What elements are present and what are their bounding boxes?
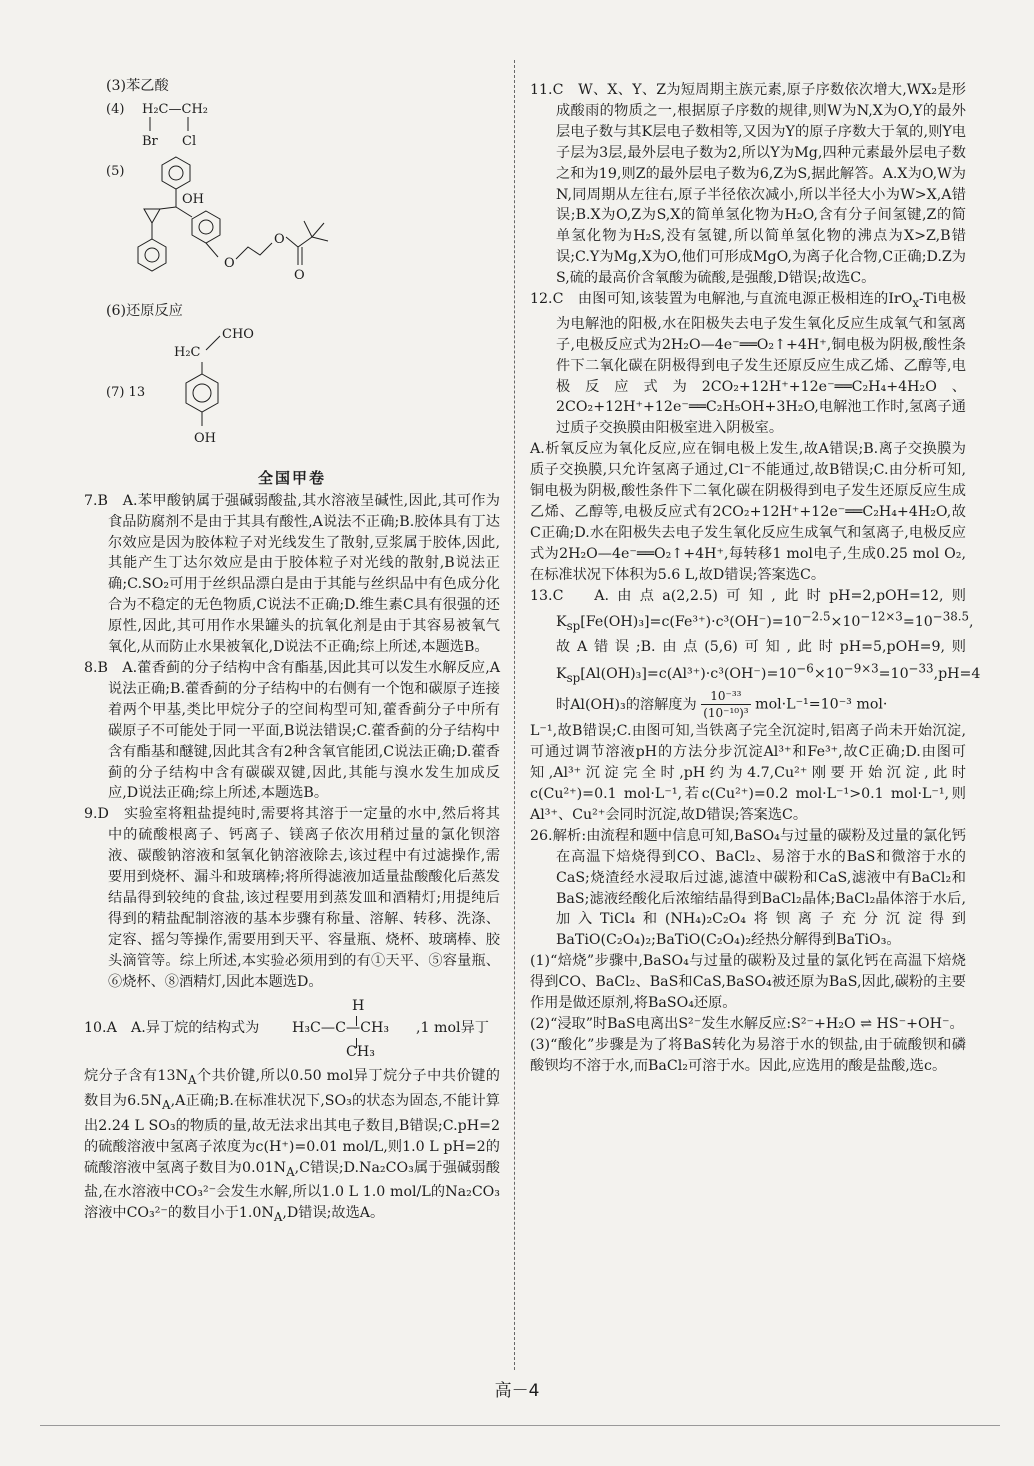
aromatic-circle (145, 248, 159, 262)
phenyl-ring-top (162, 157, 190, 189)
ester-chain (286, 237, 312, 247)
question-13-body: 13.C A.由点a(2,2.5)可知,此时pH=2,pOH=12,则$K_{sp}[Fe(OH)_3]=c(Fe^{3+})\cdot c^3(OH^-)=10^{-2.5}\times 10^{-12\times 3}=10^{-38.5}$,故A错误;B.由点(5,6)可知,此时pH=5,pOH=9,则$K_{sp}[Al(OH)_3]=c(Al^{3+})\cdot c^3(OH^-)=10^{-6}\times 10^{-9\times 3}=10^{-33},pH=4$时Al(OH)₃的溶解度为 (530, 587, 981, 713)
aromatic-circle (193, 384, 211, 402)
cyclopropane-ring (144, 209, 160, 223)
answer-5-structure (84, 151, 500, 301)
right-column (530, 80, 981, 1077)
fraction-numerator: 10⁻³³ (701, 688, 750, 705)
answer-5-o1: O (224, 255, 235, 271)
answer-5-o2: O (274, 231, 285, 247)
question-13-after: mol·L⁻¹=10⁻³ mol· (755, 696, 888, 713)
answer-5-label: (5) (106, 163, 125, 179)
answer-5-svg (84, 151, 384, 301)
bond (176, 207, 192, 217)
left-column (84, 76, 500, 1228)
q10-ch3: CH₃ (346, 1044, 375, 1061)
question-11: 11.C W、X、Y、Z为短周期主族元素,原子序数依次增大,WX₂是形成酸雨的物质之一,根据原子序数的规律,则W为N,X为O,Y的最外层电子数与其K层电子数相等,又因为Y的原子序数大于氧的,则Y电子层为3层,最外层电子数为2,所以Y为Mg,四种元素最外层电子数之和为19,则Z的最外层电子数为6,Z为S,据此解答。A.X为O,W为N,同周期从左往右,原子半径依次减小,所以半径大小为W>X,A错误;B.X为O,Z为S,X的简单氢化物为H₂O,含有分子间氢键,Z的简单氢化物为H₂S,没有氢键,所以简单氢化物的沸点为X>Z,B错误;C.Y为Mg,X为O,他们可形成MgO,为离子化合物,C正确;D.Z为S,硫的最高价含氧酸为硫酸,是强酸,D错误;故选C。 (530, 82, 966, 287)
page-number: 高－4 (494, 1381, 540, 1401)
answer-7-oh: OH (194, 430, 216, 446)
q10-h: H (352, 998, 365, 1015)
question-26-part-1: (1)“焙烧”步骤中,BaSO₄与过量的碳粉及过量的氯化钙在高温下焙烧得到CO、BaCl₂、BaS和CaS,BaSO₄被还原为BaS,因此,碳粉的主要作用是做还原剂,将BaSO₄还原。 (530, 953, 966, 1012)
question-26-part-3: (3)“酸化”步骤是为了将BaS转化为易溶于水的钡盐,由于硫酸钡和磷酸钡均不溶于水,而BaCl₂可溶于水。因此,应选用的酸是盐酸,选c。 (530, 1036, 966, 1074)
column-divider (514, 60, 515, 1370)
answer-6-7-structure (84, 322, 500, 462)
bond (304, 221, 312, 237)
question-8: 8.B A.藿香蓟的分子结构中含有酯基,因此其可以发生水解反应,A说法正确;B.藿香蓟的分子结构中的右侧有一个饱和碳原子连接着两个甲基,类比甲烷分子的空间构型可知,藿香蓟分子中所有碳原子不可能处于同一平面,B说法错误;C.藿香蓟的分子结构中含有酯基和醚键,因此其含有2种含氧官能团,C说法正确;D.藿香蓟的分子结构中含有碳碳双键,因此,其能与溴水发生加成反应,D说法正确;综上所述,本题选B。 (84, 659, 500, 802)
aromatic-circle (169, 166, 183, 180)
answer-4-cl: Cl (182, 133, 197, 149)
bottom-rule (40, 1425, 1000, 1426)
phenyl-ring-bottom (138, 239, 166, 271)
answer-5-oh: OH (182, 191, 204, 207)
fraction (701, 688, 750, 721)
answer-7-label: (7) 13 (106, 384, 146, 400)
phenol-ring (186, 374, 218, 412)
answer-4-br: Br (142, 133, 158, 149)
chain (236, 243, 272, 259)
answer-6-cho: CHO (222, 326, 254, 342)
aromatic-circle (199, 220, 213, 234)
q10-mid: H₃C—C—CH₃ (292, 1020, 390, 1037)
bond (160, 207, 176, 209)
question-26-part-2: (2)“浸取”时BaS电离出S²⁻发生水解反应:S²⁻+H₂O ⇌ HS⁻+OH⁻。 (530, 1016, 964, 1033)
answer-6: (6)还原反应 (106, 302, 183, 319)
bond (312, 223, 324, 237)
answer-5-o3: O (294, 267, 305, 283)
phenyl-ring-right (192, 211, 220, 243)
answer-4-top: H₂C—CH₂ (142, 101, 208, 117)
question-12-analysis: A.析氧反应为氧化反应,应在铜电极上发生,故A错误;B.离子交换膜为质子交换膜,只允许氢离子通过,Cl⁻不能通过,故B错误;C.由分析可知,铜电极为阴极,酸性条件下二氧化碳在阴极得到电子发生还原反应生成乙烯、乙醇等,电极反应式有2CO₂+12H⁺+12e⁻══C₂H₄+4H₂O,故C正确;D.水在阳极失去电子发生氧化反应生成氧气和氢离子,电极反应式为2H₂O—4e⁻══O₂↑+4H⁺,每转移1 mol电子,生成0.25 mol O₂,在标准状况下体积为5.6 L,故D错误;答案选C。 (530, 441, 966, 583)
question-10-body: 烷分子含有$13N_A$个共价键,所以0.50 mol异丁烷分子中共价键的数目为$6.5N_A,A$正确;B.在标准状况下,SO₃的状态为固态,不能计算出2.24 L SO₃的物质的量,故无法求出其电子数目,B错误;C.pH=2的硫酸溶液中氢离子浓度为c(H⁺)=0.01 mol/L,则1.0 L pH=2的硫酸溶液中氢离子数目为$0.01N_A,C$错误;D.Na₂CO₃属于强碱弱酸盐,在水溶液中CO₃²⁻会发生水解,所以1.0 L 1.0 mol/L的Na₂CO₃溶液中CO₃²⁻的数目小于$1.0N_A,D$错误;故选A。 (84, 1068, 500, 1225)
question-26: 26.解析:由流程和题中信息可知,BaSO₄与过量的碳粉及过量的氯化钙在高温下焙烧得到CO、BaCl₂、易溶于水的BaS和微溶于水的CaS;烧渣经水浸取后过滤,滤渣中碳粉和CaS,滤液中有BaCl₂和BaS;滤液经酸化后浓缩结晶得到BaCl₂晶体;BaCl₂晶体溶于水后,加入TiCl₄和(NH₄)₂C₂O₄将钡离子充分沉淀得到BaTiO(C₂O₄)₂;BaTiO(C₂O₄)₂经热分解得到BaTiO₃。 (530, 827, 966, 949)
answer-6-7-svg (84, 322, 384, 462)
bond (206, 336, 220, 350)
bond (312, 237, 328, 241)
fraction-denominator: (10⁻¹⁰)³ (703, 706, 749, 721)
q10-suffix: ,1 mol异丁 (416, 1020, 489, 1037)
answer-4-svg (84, 97, 384, 151)
question-10-formula-line (84, 996, 500, 1060)
question-13-continued: L⁻¹,故B错误;C.由图可知,当铁离子完全沉淀时,铝离子尚未开始沉淀,可通过调节溶液pH的方法分步沉淀Al³⁺和Fe³⁺,故C正确;D.由图可知,Al³⁺沉淀完全时,pH约为4.7,Cu²⁺刚要开始沉淀,此时c(Cu²⁺)=0.1 mol·L⁻¹,若c(Cu²⁺)=0.2 mol·L⁻¹>0.1 mol·L⁻¹,则Al³⁺、Cu²⁺会同时沉淀,故D错误;答案选C。 (530, 723, 966, 823)
question-13 (530, 586, 981, 722)
question-7: 7.B A.苯甲酸钠属于强碱弱酸盐,其水溶液呈碱性,因此,其可作为食品防腐剂不是由于其具有酸性,A说法不正确;B.胶体具有丁达尔效应是因为胶体粒子对光线发生了散射,豆浆属于胶体,因此,其能产生丁达尔效应是由于胶体粒子对光线的散射,B说法正确;C.SO₂可用于丝织品漂白是由于其能与丝织品中有色成分化合为不稳定的无色物质,C说法不正确;D.维生素C具有很强的还原性,因此,其可用作水果罐头的抗氧化剂是由于其容易被氧气氧化,从而防止水果被氧化,D说法不正确;综上所述,本题选B。 (84, 492, 500, 656)
q10-prefix: 10.A A.异丁烷的结构式为 (84, 1020, 260, 1037)
section-title: 全国甲卷 (257, 468, 326, 487)
bond (206, 243, 218, 257)
question-12: 12.C 由图可知,该装置为电解池,与直流电源正极相连的IrO$_x$-Ti电极为电解池的阳极,水在阳极失去电子发生氧化反应生成氧气和氢离子,电极反应式为2H₂O—4e⁻══O₂↑+4H⁺,铜电极为阴极,酸性条件下二氧化碳在阴极得到电子发生还原反应生成乙烯、乙醇等,电极反应式为2CO₂+12H⁺+12e⁻══C₂H₄+4H₂O、2CO₂+12H⁺+12e⁻══C₂H₅OH+3H₂O,电解池工作时,氢离子通过质子交换膜由阳极室进入阴极室。 (530, 291, 966, 437)
question-9: 9.D 实验室将粗盐提纯时,需要将其溶于一定量的水中,然后将其中的硫酸根离子、钙离子、镁离子依次用稍过量的氯化钡溶液、碳酸钠溶液和氢氧化钠溶液除去,该过程中有过滤操作,需要用到烧杯、漏斗和玻璃棒;将所得滤液加适量盐酸酸化后蒸发结晶得到较纯的食盐,该过程要用到蒸发皿和酒精灯;用提纯后得到的精盐配制溶液的基本步骤有称量、溶解、转移、洗涤、定容、摇匀等操作,需要用到天平、容量瓶、烧杯、玻璃棒、胶头滴管等。综上所述,本实验必须用到的有①天平、⑤容量瓶、⑥烧杯、⑧酒精灯,因此本题选D。 (84, 806, 500, 990)
answer-4-structure (84, 97, 500, 151)
answer-3: (3)苯乙酸 (106, 78, 169, 94)
answer-4-label: (4) (106, 101, 125, 117)
answer-6-h2c: H₂C (174, 344, 201, 360)
